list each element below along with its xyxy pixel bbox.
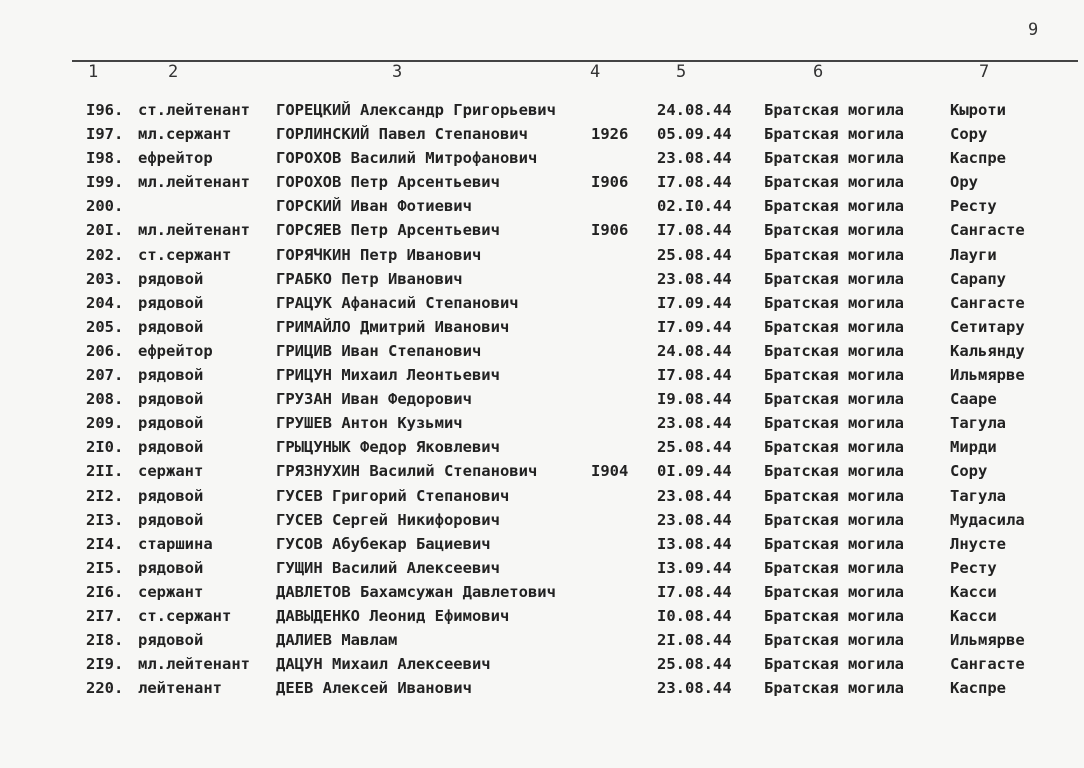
record-number: 208. <box>86 390 124 409</box>
record-burial-type: Братская могила <box>764 101 904 119</box>
record-number: 2I5. <box>86 558 124 577</box>
record-death-date: 25.08.44 <box>657 438 732 457</box>
record-name: ГРИЦИВ Иван Степанович <box>276 341 482 360</box>
record-birth-year: I906 <box>591 221 629 240</box>
record-rank: рядовой <box>138 414 204 433</box>
record-death-date: I7.08.44 <box>657 366 732 385</box>
record-name: ГРУШЕВ Антон Кузьмич <box>276 414 463 433</box>
record-name: ГРИЦУН Михаил Леонтьевич <box>276 366 500 385</box>
record-number: 207. <box>86 366 124 385</box>
record-list <box>0 101 1084 703</box>
record-rank: ефрейтор <box>138 341 213 360</box>
record-name: ГОРЯЧКИН Петр Иванович <box>276 245 482 264</box>
record-birth-year: 1926 <box>591 125 629 144</box>
record-name: ГРАБКО Петр Иванович <box>276 269 463 288</box>
record-burial-place: Ору <box>950 173 978 192</box>
table-row <box>0 221 1084 245</box>
record-number: 2I9. <box>86 655 124 674</box>
table-row <box>0 318 1084 342</box>
record-death-date: 24.08.44 <box>657 341 732 360</box>
record-rank: мл.лейтенант <box>138 655 250 674</box>
record-name: ГРАЦУК Афанасий Степанович <box>276 293 519 312</box>
record-burial-place: Касси <box>950 582 997 601</box>
record-burial-type: Братская могила <box>764 293 904 312</box>
record-name: ГОРЛИНСКИЙ Павел Степанович <box>276 125 528 144</box>
record-rank: старшина <box>138 534 213 553</box>
record-number: 209. <box>86 414 124 433</box>
table-row <box>0 366 1084 390</box>
record-death-date: 0I.09.44 <box>657 462 732 481</box>
record-rank: рядовой <box>138 317 204 336</box>
record-rank: рядовой <box>138 390 204 409</box>
table-row <box>0 125 1084 149</box>
record-rank: ст.лейтенант <box>138 101 250 119</box>
record-burial-type: Братская могила <box>764 341 904 360</box>
record-death-date: 02.I0.44 <box>657 197 732 216</box>
table-row <box>0 631 1084 655</box>
record-burial-type: Братская могила <box>764 366 904 385</box>
record-name: ГОРОХОВ Петр Арсентьевич <box>276 173 500 192</box>
column-header-row <box>0 62 1084 84</box>
record-name: ДАЛИЕВ Мавлам <box>276 631 398 650</box>
record-death-date: I7.09.44 <box>657 317 732 336</box>
record-burial-type: Братская могила <box>764 631 904 650</box>
column-header-3: 3 <box>392 62 403 82</box>
record-death-date: 25.08.44 <box>657 655 732 674</box>
table-row <box>0 294 1084 318</box>
record-burial-type: Братская могила <box>764 462 904 481</box>
record-burial-place: Лнусте <box>950 534 1006 553</box>
column-header-5: 5 <box>676 62 687 82</box>
record-name: ГРИМАЙЛО Дмитрий Иванович <box>276 317 510 336</box>
record-death-date: 23.08.44 <box>657 149 732 168</box>
table-row <box>0 149 1084 173</box>
record-number: 206. <box>86 341 124 360</box>
table-row <box>0 559 1084 583</box>
record-number: I96. <box>86 101 124 119</box>
record-death-date: I3.09.44 <box>657 558 732 577</box>
table-row <box>0 342 1084 366</box>
record-birth-year: I904 <box>591 462 629 481</box>
record-burial-type: Братская могила <box>764 606 904 625</box>
record-death-date: 23.08.44 <box>657 679 732 698</box>
record-number: 2II. <box>86 462 124 481</box>
record-burial-place: Ресту <box>950 197 997 216</box>
column-header-1: 1 <box>88 62 99 82</box>
record-name: ДАВЫДЕНКО Леонид Ефимович <box>276 606 510 625</box>
record-number: 2I3. <box>86 510 124 529</box>
table-row <box>0 390 1084 414</box>
record-burial-place: Ресту <box>950 558 997 577</box>
record-number: I97. <box>86 125 124 144</box>
record-burial-place: Сетитару <box>950 317 1025 336</box>
record-burial-type: Братская могила <box>764 414 904 433</box>
record-rank: ефрейтор <box>138 149 213 168</box>
record-birth-year: I906 <box>591 173 629 192</box>
table-row <box>0 511 1084 535</box>
record-death-date: 05.09.44 <box>657 125 732 144</box>
record-name: ГОРЕЦКИЙ Александр Григорьевич <box>276 101 556 119</box>
record-number: 200. <box>86 197 124 216</box>
record-rank: мл.сержант <box>138 125 232 144</box>
record-burial-type: Братская могила <box>764 149 904 168</box>
record-burial-place: Кыроти <box>950 101 1006 119</box>
record-number: 220. <box>86 679 124 698</box>
record-burial-place: Мирди <box>950 438 997 457</box>
record-rank: рядовой <box>138 269 204 288</box>
record-death-date: I0.08.44 <box>657 606 732 625</box>
record-burial-place: Сору <box>950 125 988 144</box>
record-burial-place: Тагула <box>950 414 1006 433</box>
record-burial-type: Братская могила <box>764 125 904 144</box>
record-burial-place: Кальянду <box>950 341 1025 360</box>
record-number: 20I. <box>86 221 124 240</box>
column-header-4: 4 <box>590 62 601 82</box>
record-death-date: 25.08.44 <box>657 245 732 264</box>
record-name: ГРЫЦУНЫК Федор Яковлевич <box>276 438 500 457</box>
record-death-date: 23.08.44 <box>657 510 732 529</box>
record-name: ГУСЕВ Григорий Степанович <box>276 486 510 505</box>
record-number: I99. <box>86 173 124 192</box>
record-number: 2I6. <box>86 582 124 601</box>
record-death-date: 23.08.44 <box>657 414 732 433</box>
record-burial-place: Сору <box>950 462 988 481</box>
record-rank: рядовой <box>138 366 204 385</box>
record-burial-type: Братская могила <box>764 679 904 698</box>
record-death-date: I3.08.44 <box>657 534 732 553</box>
record-name: ГУСЕВ Сергей Никифорович <box>276 510 500 529</box>
record-number: 2I4. <box>86 534 124 553</box>
column-header-7: 7 <box>979 62 990 82</box>
record-name: ГУЩИН Василий Алексеевич <box>276 558 500 577</box>
table-row <box>0 655 1084 679</box>
record-number: 205. <box>86 317 124 336</box>
record-burial-type: Братская могила <box>764 197 904 216</box>
record-death-date: I7.08.44 <box>657 221 732 240</box>
record-number: 202. <box>86 245 124 264</box>
record-number: 203. <box>86 269 124 288</box>
record-death-date: 24.08.44 <box>657 101 732 119</box>
record-burial-type: Братская могила <box>764 317 904 336</box>
record-number: 2I7. <box>86 606 124 625</box>
record-number: 2I8. <box>86 631 124 650</box>
record-rank: ст.сержант <box>138 606 232 625</box>
record-number: 2I0. <box>86 438 124 457</box>
record-name: ГОРСЯЕВ Петр Арсентьевич <box>276 221 500 240</box>
record-rank: рядовой <box>138 558 204 577</box>
record-name: ДЕЕВ Алексей Иванович <box>276 679 472 698</box>
table-row <box>0 197 1084 221</box>
record-name: ДАВЛЕТОВ Бахамсужан Давлетович <box>276 582 556 601</box>
page-number: 9 <box>1028 20 1039 40</box>
record-burial-type: Братская могила <box>764 390 904 409</box>
record-death-date: I7.09.44 <box>657 293 732 312</box>
record-rank: ст.сержант <box>138 245 232 264</box>
record-burial-type: Братская могила <box>764 173 904 192</box>
record-burial-type: Братская могила <box>764 510 904 529</box>
record-burial-type: Братская могила <box>764 534 904 553</box>
record-rank: мл.лейтенант <box>138 173 250 192</box>
record-burial-type: Братская могила <box>764 486 904 505</box>
table-row <box>0 679 1084 703</box>
record-death-date: 23.08.44 <box>657 269 732 288</box>
table-row <box>0 462 1084 486</box>
table-row <box>0 414 1084 438</box>
table-row <box>0 607 1084 631</box>
table-row <box>0 583 1084 607</box>
record-burial-place: Сангасте <box>950 293 1025 312</box>
record-name: ДАЦУН Михаил Алексеевич <box>276 655 491 674</box>
record-burial-type: Братская могила <box>764 438 904 457</box>
record-death-date: 2I.08.44 <box>657 631 732 650</box>
record-burial-place: Сааре <box>950 390 997 409</box>
table-row <box>0 487 1084 511</box>
record-burial-place: Сангасте <box>950 221 1025 240</box>
table-row <box>0 535 1084 559</box>
record-name: ГОРСКИЙ Иван Фотиевич <box>276 197 472 216</box>
table-row <box>0 270 1084 294</box>
record-name: ГРУЗАН Иван Федорович <box>276 390 472 409</box>
record-burial-type: Братская могила <box>764 582 904 601</box>
table-row <box>0 101 1084 125</box>
record-rank: рядовой <box>138 486 204 505</box>
record-number: 2I2. <box>86 486 124 505</box>
table-row <box>0 438 1084 462</box>
record-death-date: I7.08.44 <box>657 582 732 601</box>
record-burial-place: Ильмярве <box>950 631 1025 650</box>
record-burial-type: Братская могила <box>764 655 904 674</box>
record-rank: рядовой <box>138 293 204 312</box>
record-number: 204. <box>86 293 124 312</box>
record-rank: мл.лейтенант <box>138 221 250 240</box>
record-name: ГОРОХОВ Василий Митрофанович <box>276 149 538 168</box>
record-rank: сержант <box>138 462 204 481</box>
record-rank: рядовой <box>138 631 204 650</box>
record-death-date: I9.08.44 <box>657 390 732 409</box>
record-burial-place: Лауги <box>950 245 997 264</box>
record-rank: сержант <box>138 582 204 601</box>
record-burial-place: Мудасила <box>950 510 1025 529</box>
record-burial-place: Каспре <box>950 679 1006 698</box>
record-rank: лейтенант <box>138 679 222 698</box>
record-burial-place: Сангасте <box>950 655 1025 674</box>
record-rank: рядовой <box>138 510 204 529</box>
record-burial-type: Братская могила <box>764 269 904 288</box>
record-burial-place: Каспре <box>950 149 1006 168</box>
table-row <box>0 246 1084 270</box>
record-burial-place: Тагула <box>950 486 1006 505</box>
record-name: ГУСОВ Абубекар Бациевич <box>276 534 491 553</box>
record-death-date: 23.08.44 <box>657 486 732 505</box>
column-header-6: 6 <box>813 62 824 82</box>
record-name: ГРЯЗНУХИН Василий Степанович <box>276 462 538 481</box>
record-rank: рядовой <box>138 438 204 457</box>
record-number: I98. <box>86 149 124 168</box>
column-header-2: 2 <box>168 62 179 82</box>
record-burial-type: Братская могила <box>764 558 904 577</box>
record-burial-place: Касси <box>950 606 997 625</box>
record-burial-place: Ильмярве <box>950 366 1025 385</box>
record-burial-type: Братская могила <box>764 221 904 240</box>
table-row <box>0 173 1084 197</box>
record-death-date: I7.08.44 <box>657 173 732 192</box>
record-burial-type: Братская могила <box>764 245 904 264</box>
record-burial-place: Сарапу <box>950 269 1006 288</box>
